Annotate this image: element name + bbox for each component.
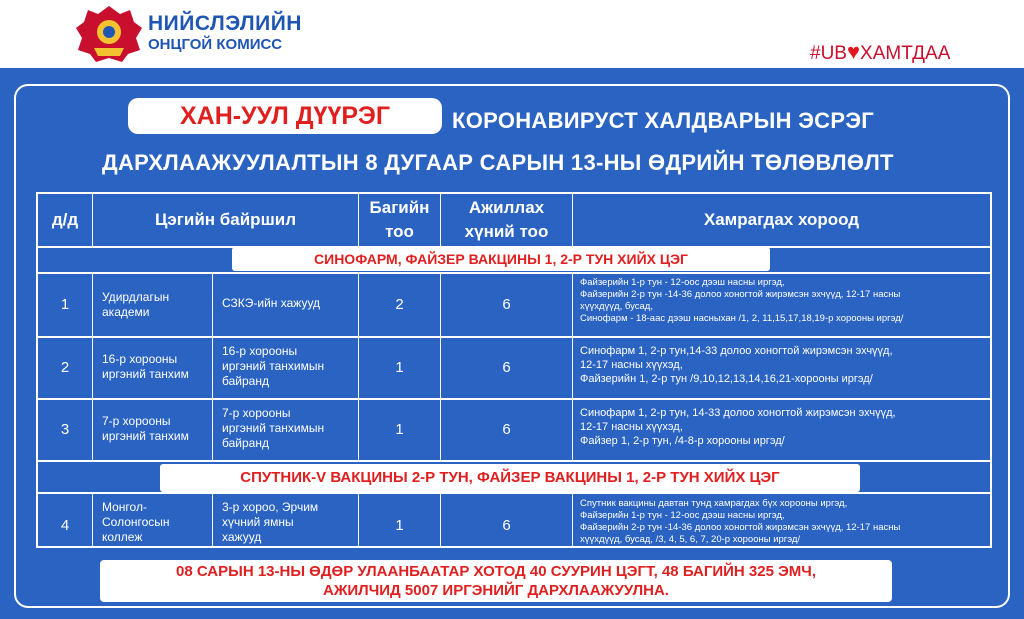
row2-place-line1: 16-р хорооны — [102, 352, 178, 366]
row2-coverage-line2: 12-17 насны хүүхэд, — [580, 359, 683, 371]
header-no: д/д — [51, 210, 79, 229]
row4-people: 6 — [502, 517, 511, 534]
row5-divider — [36, 492, 992, 494]
row1-address — [222, 296, 356, 311]
row3-coverage-line2: 12-17 насны хүүхэд, — [580, 421, 683, 433]
header-teams-1: Багийн — [369, 198, 430, 217]
row4-teams: 1 — [395, 517, 404, 534]
org-title-line2: ОНЦГОЙ КОМИСС — [148, 36, 283, 53]
row3-address-line3: байранд — [222, 436, 269, 450]
section-banner-1: СИНОФАРМ, ФАЙЗЕР ВАКЦИНЫ 1, 2-Р ТУН ХИЙХ ЦЭГ — [232, 247, 770, 271]
table-border-bottom — [36, 546, 992, 548]
row3-address-line2: иргэний танхимын — [222, 421, 325, 435]
row1-coverage-line2: Файзерийн 2-р тун -14-36 долоо хоногтой жирэмсэн эхчүүд, 12-17 насны — [580, 289, 901, 300]
footer-line2: АЖИЛЧИД 5007 ИРГЭНИЙГ ДАРХЛААЖУУЛНА. — [323, 582, 669, 599]
row4-coverage-line1: Спутник вакцины давтан тунд хамрагдах бүх хорооны иргэд, — [580, 498, 848, 509]
row1-address-line1: СЗКЭ-ийн хажууд — [222, 296, 321, 310]
row3-address-line1: 7-р хорооны — [222, 406, 291, 420]
footer-line1: 08 САРЫН 13-НЫ ӨДӨР УЛААНБААТАР ХОТОД 40 СУУРИН ЦЭГТ, 48 БАГИЙН 325 ЭМЧ, — [175, 563, 816, 580]
header-location: Цэгийн байршил — [155, 210, 296, 229]
row4-no: 4 — [60, 517, 70, 534]
row3-coverage-line1: Синофарм 1, 2-р тун, 14-33 долоо хоногтой жирэмсэн эхчүүд, — [580, 407, 896, 419]
body-col-divider-1b — [92, 492, 93, 548]
row1-people: 6 — [502, 296, 511, 313]
row4-address — [222, 500, 356, 545]
district-label: ХАН-УУЛ ДҮҮРЭГ — [128, 98, 442, 134]
row3-address — [222, 406, 356, 451]
row3-coverage-line3: Файзер 1, 2-р тун, /4-8-р хорооны иргэд/ — [580, 435, 785, 447]
row3-place-line2: иргэний танхим — [102, 429, 189, 443]
row3-teams: 1 — [395, 421, 404, 438]
row3-place — [102, 414, 210, 444]
row4-coverage-line3: Файзерийн 2-р тун -14-36 долоо хоногтой жирэмсэн эхчүүд, 12-17 насны — [580, 522, 901, 533]
row4-place-line2: Солонгосын — [102, 515, 170, 529]
row1-coverage-line4: Синофарм - 18-аас дээш насныхан /1, 2, 11,15,17,18,19-р хорооны иргэд/ — [580, 313, 904, 324]
body-col-divider-2b — [212, 492, 213, 548]
header-teams-2: тоо — [385, 222, 414, 241]
row4-divider — [36, 460, 992, 462]
row4-address-line2: хүчний ямны — [222, 515, 294, 529]
row4-place-line1: Монгол- — [102, 500, 147, 514]
row3-people: 6 — [502, 421, 511, 438]
table-border-top — [36, 192, 992, 194]
row1-place-line2: академи — [102, 305, 150, 319]
hashtag-left: #UB — [810, 43, 847, 64]
row1-coverage-line1: Файзерийн 1-р тун - 12-оос дээш насны иргэд, — [580, 277, 785, 288]
row1-coverage-line3: хүүхдүүд, бусад, — [580, 301, 653, 312]
row2-coverage — [580, 344, 990, 386]
body-col-divider-5 — [572, 272, 573, 460]
row2-place — [102, 352, 210, 382]
body-col-divider-5b — [572, 492, 573, 548]
row2-place-line2: иргэний танхим — [102, 367, 189, 381]
title-line1: КОРОНАВИРУСТ ХАЛДВАРЫН ЭСРЭГ — [452, 108, 875, 133]
row2-address-line3: байранд — [222, 374, 269, 388]
row2-address-line2: иргэний танхимын — [222, 359, 325, 373]
row2-coverage-line1: Синофарм 1, 2-р тун,14-33 долоо хоногтой жирэмсэн эхчүүд, — [580, 345, 893, 357]
row3-coverage — [580, 406, 990, 448]
footer-summary — [100, 560, 892, 602]
row4-place-line3: коллеж — [102, 530, 143, 544]
org-title-line1: НИЙСЛЭЛИЙН — [148, 12, 302, 35]
city-emblem-icon — [72, 4, 146, 64]
row2-divider — [36, 336, 992, 338]
row1-divider — [36, 272, 992, 274]
row4-place — [102, 500, 210, 545]
hashtag-badge — [806, 38, 976, 66]
row1-place — [102, 290, 210, 320]
row1-place-line1: Удирдлагын — [102, 290, 170, 304]
row3-divider — [36, 398, 992, 400]
row4-coverage-line4: хүүхдүүд, бусад, /3, 4, 5, 6, 7, 20-р хорооны иргэд/ — [580, 534, 801, 545]
row3-place-line1: 7-р хорооны — [102, 414, 171, 428]
row2-address — [222, 344, 356, 389]
header-coverage: Хамрагдах хороод — [703, 210, 860, 229]
org-title — [148, 12, 302, 54]
body-col-divider-1 — [92, 272, 93, 460]
row2-teams: 1 — [395, 359, 404, 376]
body-col-divider-2 — [212, 272, 213, 460]
heart-icon: ♥ — [846, 39, 861, 64]
row2-address-line1: 16-р хорооны — [222, 344, 298, 358]
row4-coverage — [580, 498, 990, 546]
row2-no: 2 — [60, 359, 70, 376]
row3-no: 3 — [60, 421, 70, 438]
row4-coverage-line2: Файзерийн 1-р тун - 12-оос дээш насны иргэд, — [580, 510, 785, 521]
section-banner-2: СПУТНИК-V ВАКЦИНЫ 2-Р ТУН, ФАЙЗЕР ВАКЦИНЫ 1, 2-Р ТУН ХИЙХ ЦЭГ — [160, 464, 860, 492]
row2-coverage-line3: Файзерийн 1, 2-р тун /9,10,12,13,14,16,21-хорооны иргэд/ — [580, 373, 873, 385]
row4-address-line3: хажууд — [222, 530, 262, 544]
row2-people: 6 — [502, 359, 511, 376]
row1-no: 1 — [60, 296, 70, 313]
title-line2: ДАРХЛААЖУУЛАЛТЫН 8 ДУГААР САРЫН 13-НЫ ӨДРИЙН ТӨЛӨВЛӨЛТ — [102, 150, 894, 175]
row4-address-line1: 3-р хороо, Эрчим — [222, 500, 319, 514]
hashtag-right: ХАМТДАА — [860, 43, 951, 64]
row1-coverage — [580, 277, 990, 325]
row1-teams: 2 — [395, 296, 404, 313]
header-days-1: Ажиллах — [468, 198, 545, 217]
header-days-2: хүний тоо — [464, 222, 549, 241]
